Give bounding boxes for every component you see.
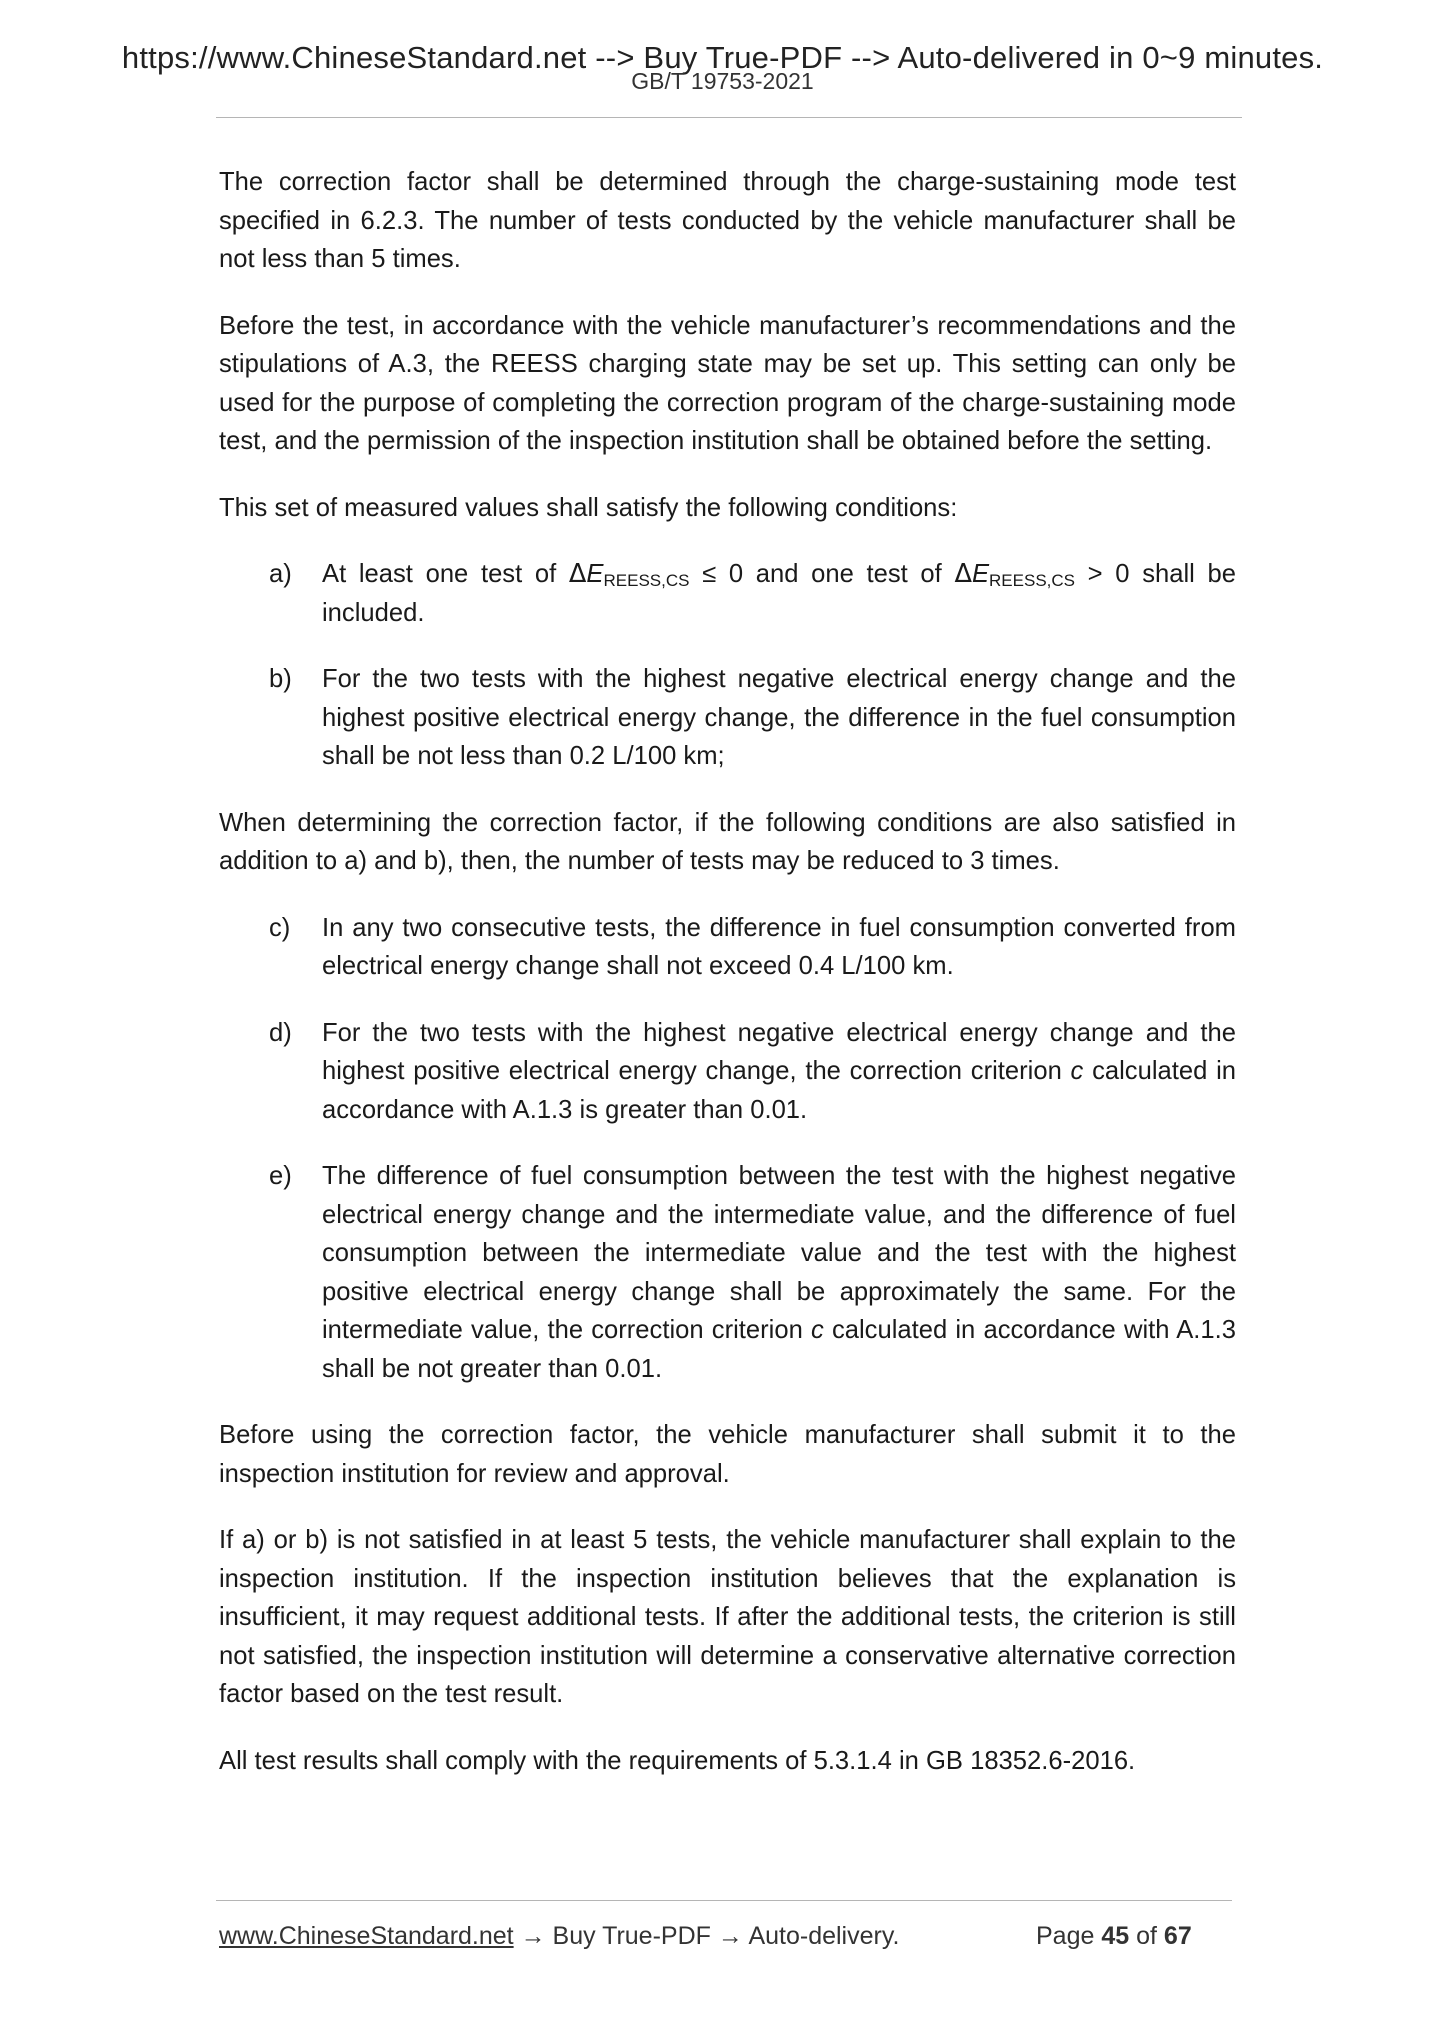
list-marker: c) — [269, 913, 291, 942]
list-marker: b) — [269, 665, 292, 693]
list-item-c — [219, 909, 1236, 986]
of-label: of — [1136, 1922, 1157, 1950]
item-b-text: For the two tests with the highest negative electrical energy change and the highest positive electrical energy change, the difference in the fuel consumption shall be not less than 0.2 L/100 km; — [322, 665, 1236, 770]
list-marker: a) — [269, 560, 292, 588]
energy-symbol: E — [586, 560, 604, 588]
energy-symbol: E — [971, 560, 990, 588]
arrow-icon: → — [717, 1922, 743, 1950]
footer-buy-text: Buy True-PDF — [552, 1922, 711, 1950]
list-item-a — [219, 555, 1236, 632]
paragraph-reduced-tests: When determining the correction factor, if the following conditions are also satisfied in addition to a) and b), then, the number of tests may be reduced to 3 times. — [219, 808, 1236, 875]
paragraph-conditions-intro: This set of measured values shall satisfy the following conditions: — [219, 493, 958, 522]
list-item-e — [219, 1157, 1236, 1388]
total-pages: 67 — [1163, 1922, 1192, 1950]
paragraph-correction-factor: The correction factor shall be determined through the charge-sustaining mode test specified in 6.2.3. The number of tests conducted by the vehicle manufacturer shall be not less than 5 times. — [219, 168, 1236, 273]
list-item-d — [219, 1014, 1236, 1130]
criterion-c: c — [1070, 1057, 1084, 1085]
footer-divider — [216, 1900, 1232, 1901]
item-a-text-1: At least one test of — [322, 560, 569, 588]
paragraph-reess-setting: Before the test, in accordance with the vehicle manufacturer’s recommendations and the stipulations of A.3, the REESS charging state may be set up. This setting can only be used for the purpose of completing the correction program of the charge-sustaining mode test, and the permission of the inspection institution shall be obtained before the setting. — [219, 311, 1236, 455]
document-code: GB/T 19753-2021 — [631, 68, 814, 94]
page-number — [1036, 1921, 1192, 1951]
energy-subscript: REESS,CS — [989, 571, 1076, 590]
footer-promo — [219, 1921, 899, 1951]
arrow-icon: → — [520, 1922, 546, 1950]
item-a-text-2: ≤ 0 and one test of — [689, 560, 955, 588]
footer-auto-text: Auto-delivery. — [748, 1922, 900, 1950]
paragraph-approval: Before using the correction factor, the vehicle manufacturer shall submit it to the inspection institution for review and approval. — [219, 1421, 1236, 1488]
top-banner[interactable]: https://www.ChineseStandard.net --> Buy True-PDF --> Auto-delivered in 0~9 minutes. — [121, 40, 1324, 75]
footer-site-link[interactable]: www.ChineseStandard.net — [219, 1922, 514, 1950]
header-divider — [216, 117, 1242, 118]
item-c-text: In any two consecutive tests, the difference in fuel consumption converted from electrical energy change shall not exceed 0.4 L/100 km. — [322, 913, 1236, 980]
list-item-b — [219, 660, 1236, 776]
item-d-text-2: calculated in accordance with A.1.3 is greater than 0.01. — [322, 1057, 1236, 1124]
item-e-text-1: The difference of fuel consumption between the test with the highest negative electrical energy change and the intermediate value, and the difference of fuel consumption between the intermediate value and the test with the highest positive electrical energy change shall be approximately the same. For the intermediate value, the correction criterion — [322, 1162, 1236, 1344]
item-a-text-3: > 0 shall be included. — [322, 560, 1236, 627]
criterion-c: c — [810, 1316, 824, 1344]
page-content — [219, 163, 1236, 1808]
delta-symbol: Δ — [568, 559, 587, 589]
delta-symbol: Δ — [954, 559, 972, 589]
item-e-text-2: calculated in accordance with A.1.3 shall be not greater than 0.01. — [322, 1316, 1236, 1383]
energy-subscript: REESS,CS — [603, 571, 690, 590]
current-page: 45 — [1101, 1922, 1130, 1950]
page-label: Page — [1036, 1922, 1095, 1950]
list-marker: d) — [269, 1018, 292, 1047]
paragraph-compliance: All test results shall comply with the requirements of 5.3.1.4 in GB 18352.6-2016. — [219, 1746, 1136, 1775]
paragraph-explanation: If a) or b) is not satisfied in at least 5 tests, the vehicle manufacturer shall explain to the inspection institution. If the inspection institution believes that the explanation is insufficient, it may request additional tests. If after the additional tests, the criterion is still not satisfied, the inspection institution will determine a conservative alternative correction factor based on the test result. — [219, 1526, 1236, 1708]
item-d-text-1: For the two tests with the highest negative electrical energy change and the highest positive electrical energy change, the correction criterion — [322, 1018, 1236, 1085]
list-marker: e) — [269, 1162, 292, 1190]
